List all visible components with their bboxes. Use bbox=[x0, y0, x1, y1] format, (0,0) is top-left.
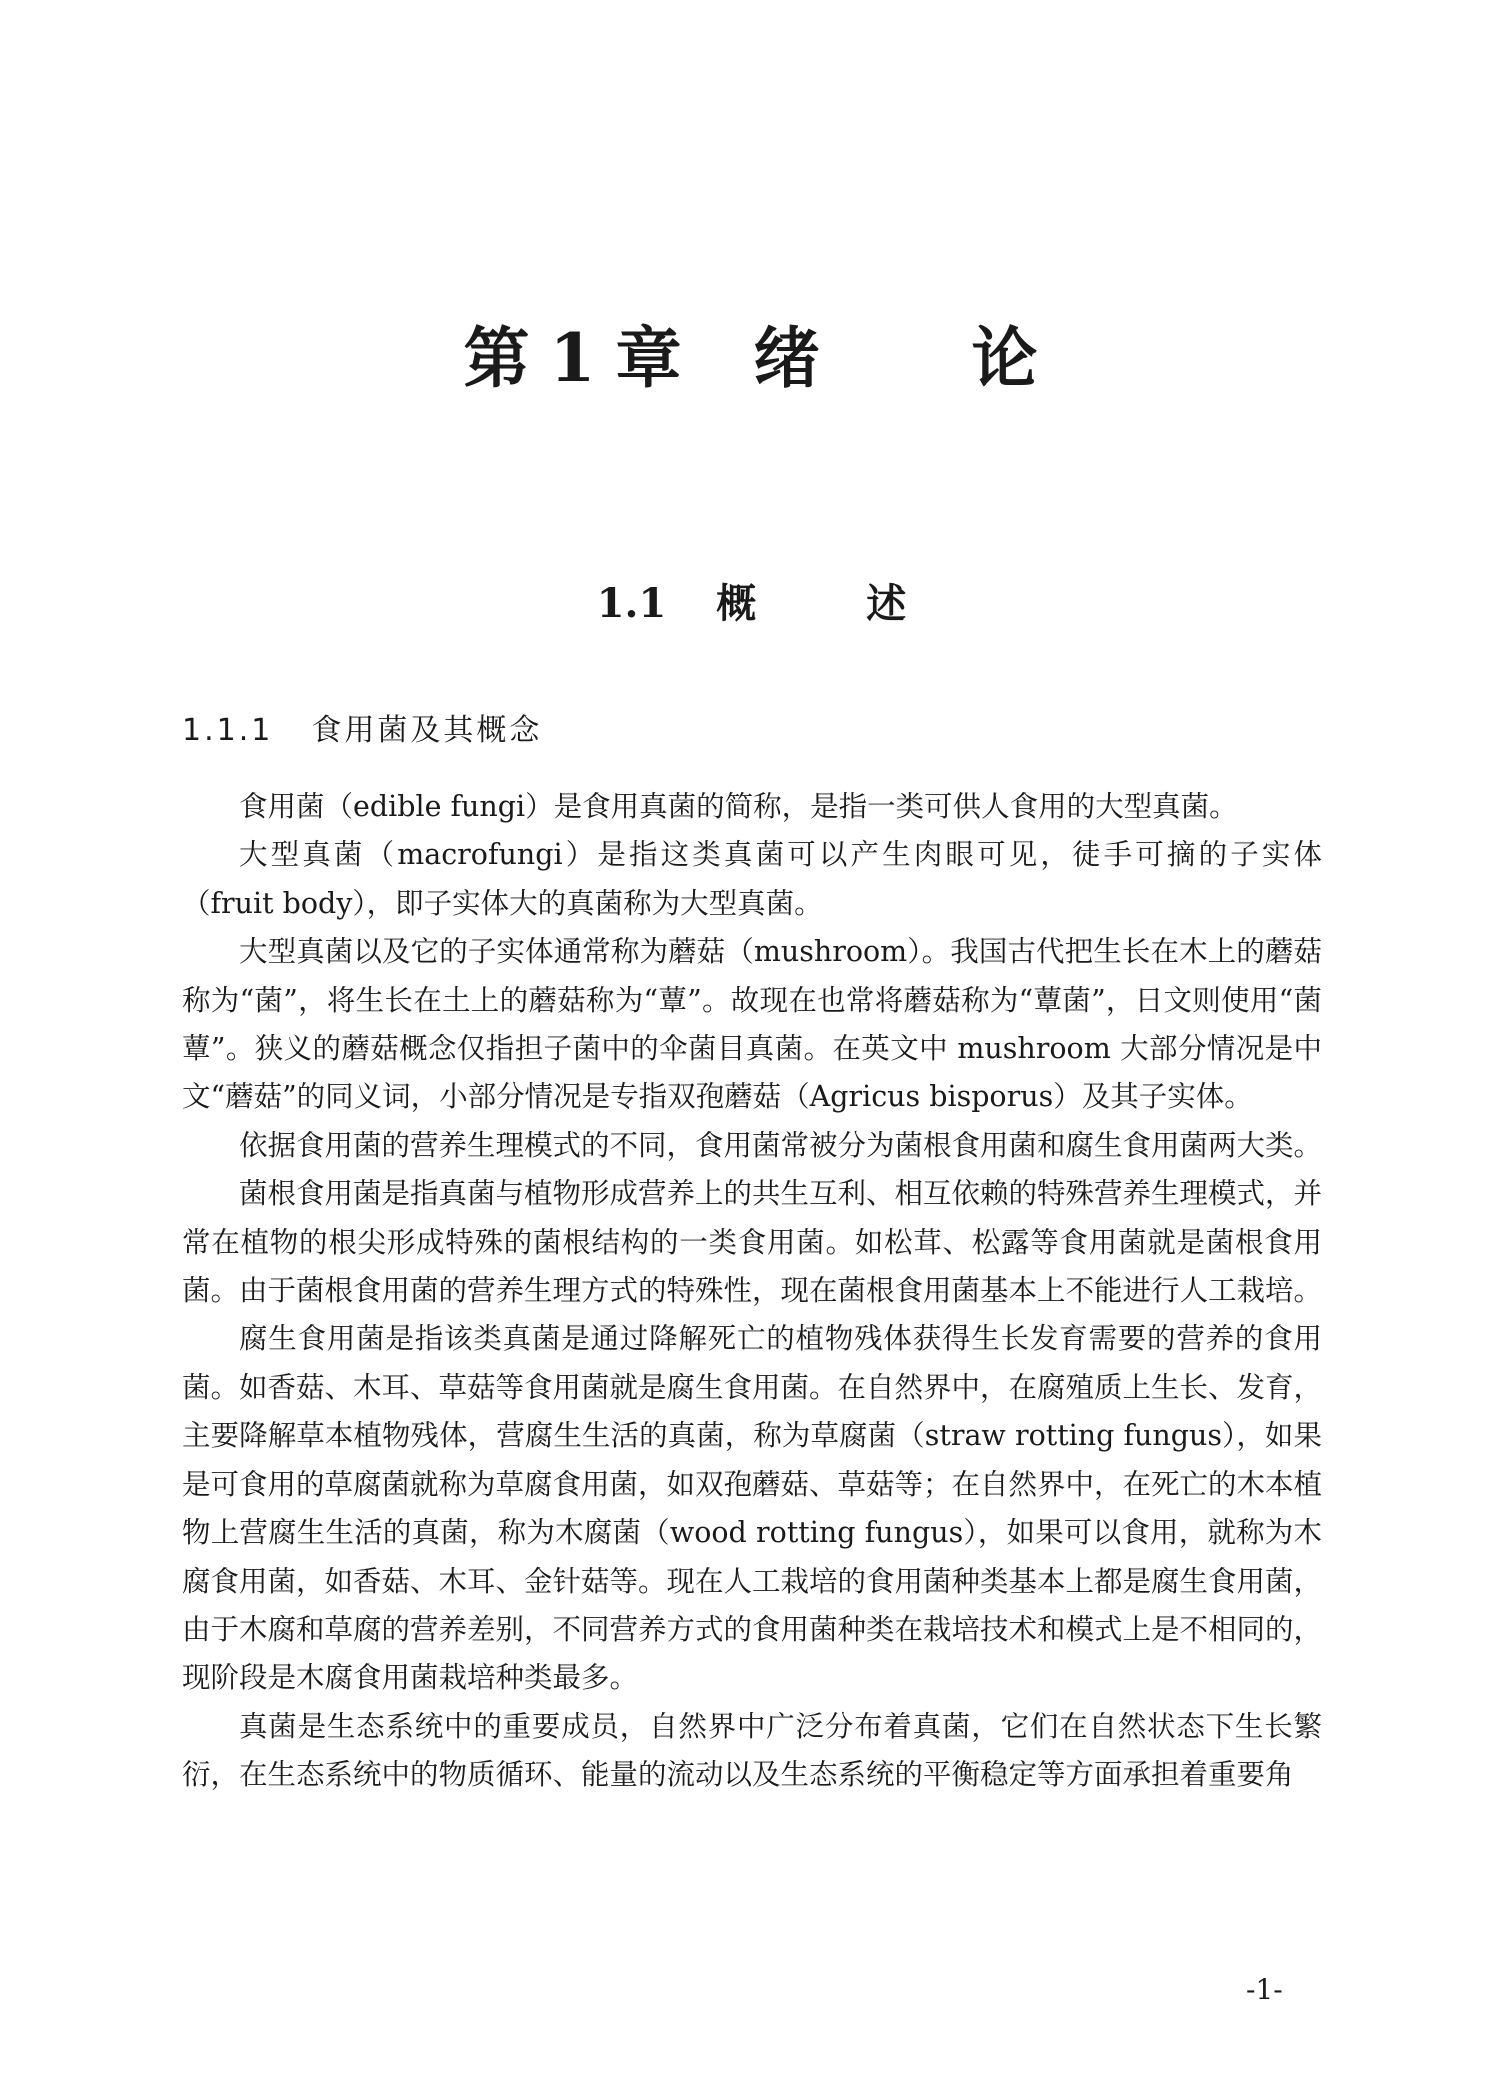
chapter-title-char-2: 论 bbox=[971, 319, 1040, 397]
paragraph: 大型真菌（macrofungi）是指这类真菌可以产生肉眼可见，徒手可摘的子实体（fruit body），即子实体大的真菌称为大型真菌。 bbox=[182, 838, 1322, 920]
chapter-suffix: 章 bbox=[615, 319, 684, 397]
subsection-title bbox=[182, 706, 542, 756]
paragraph: 菌根食用菌是指真菌与植物形成营养上的共生互利、相互依赖的特殊营养生理模式，并常在植物的根尖形成特殊的菌根结构的一类食用菌。如松茸、松露等食用菌就是菌根食用菌。由于菌根食用菌的营养生理方式的特殊性，现在菌根食用菌基本上不能进行人工栽培。 bbox=[182, 1177, 1323, 1308]
section-title-char-1: 概 bbox=[716, 580, 757, 627]
chapter-title-char-1: 绪 bbox=[753, 319, 822, 397]
section-title bbox=[0, 574, 1503, 634]
paragraph: 依据食用菌的营养生理模式的不同，食用菌常被分为菌根食用菌和腐生食用菌两大类。 bbox=[239, 1128, 1323, 1162]
chapter-title bbox=[0, 318, 1503, 398]
paragraph: 食用菌（edible fungi）是食用真菌的简称，是指一类可供人食用的大型真菌。 bbox=[239, 790, 1238, 823]
paragraph: 大型真菌以及它的子实体通常称为蘑菇（mushroom）。我国古代把生长在木上的蘑菇称为“菌”，将生长在土上的蘑菇称为“蕈”。故现在也常将蘑菇称为“蕈菌”，日文则使用“菌蕈”。狭义的蘑菇概念仅指担子菌中的伞菌目真菌。在英文中 mushroom 大部分情况是中文“蘑菇”的同义词，小部分情况是专指双孢蘑菇（Agricus bisporus）及其子实体。 bbox=[182, 935, 1322, 1114]
subsection-title-text: 食用菌及其概念 bbox=[311, 713, 543, 748]
page-number: -1- bbox=[1246, 1973, 1283, 2006]
subsection-number: 1.1.1 bbox=[182, 713, 274, 748]
body-text bbox=[182, 783, 1322, 1800]
section-number: 1.1 bbox=[596, 580, 667, 627]
chapter-number: 1 bbox=[549, 319, 598, 397]
section-title-char-2: 述 bbox=[866, 580, 907, 627]
paragraph: 腐生食用菌是指该类真菌是通过降解死亡的植物残体获得生长发育需要的营养的食用菌。如香菇、木耳、草菇等食用菌就是腐生食用菌。在自然界中，在腐殖质上生长、发育，主要降解草本植物残体，营腐生生活的真菌，称为草腐菌（straw rotting fungus），如果是可食用的草腐菌就称为草腐食用菌，如双孢蘑菇、草菇等；在自然界中，在死亡的木本植物上营腐生生活的真菌，称为木腐菌（wood rotting fungus），如果可以食用，就称为木腐食用菌，如香菇、木耳、金针菇等。现在人工栽培的食用菌种类基本上都是腐生食用菌，由于木腐和草腐的营养差别，不同营养方式的食用菌种类在栽培技术和模式上是不相同的，现阶段是木腐食用菌栽培种类最多。 bbox=[182, 1322, 1323, 1695]
chapter-prefix: 第 bbox=[463, 319, 532, 397]
paragraph: 真菌是生态系统中的重要成员，自然界中广泛分布着真菌，它们在自然状态下生长繁衍，在生态系统中的物质循环、能量的流动以及生态系统的平衡稳定等方面承担着重要角 bbox=[182, 1709, 1322, 1792]
